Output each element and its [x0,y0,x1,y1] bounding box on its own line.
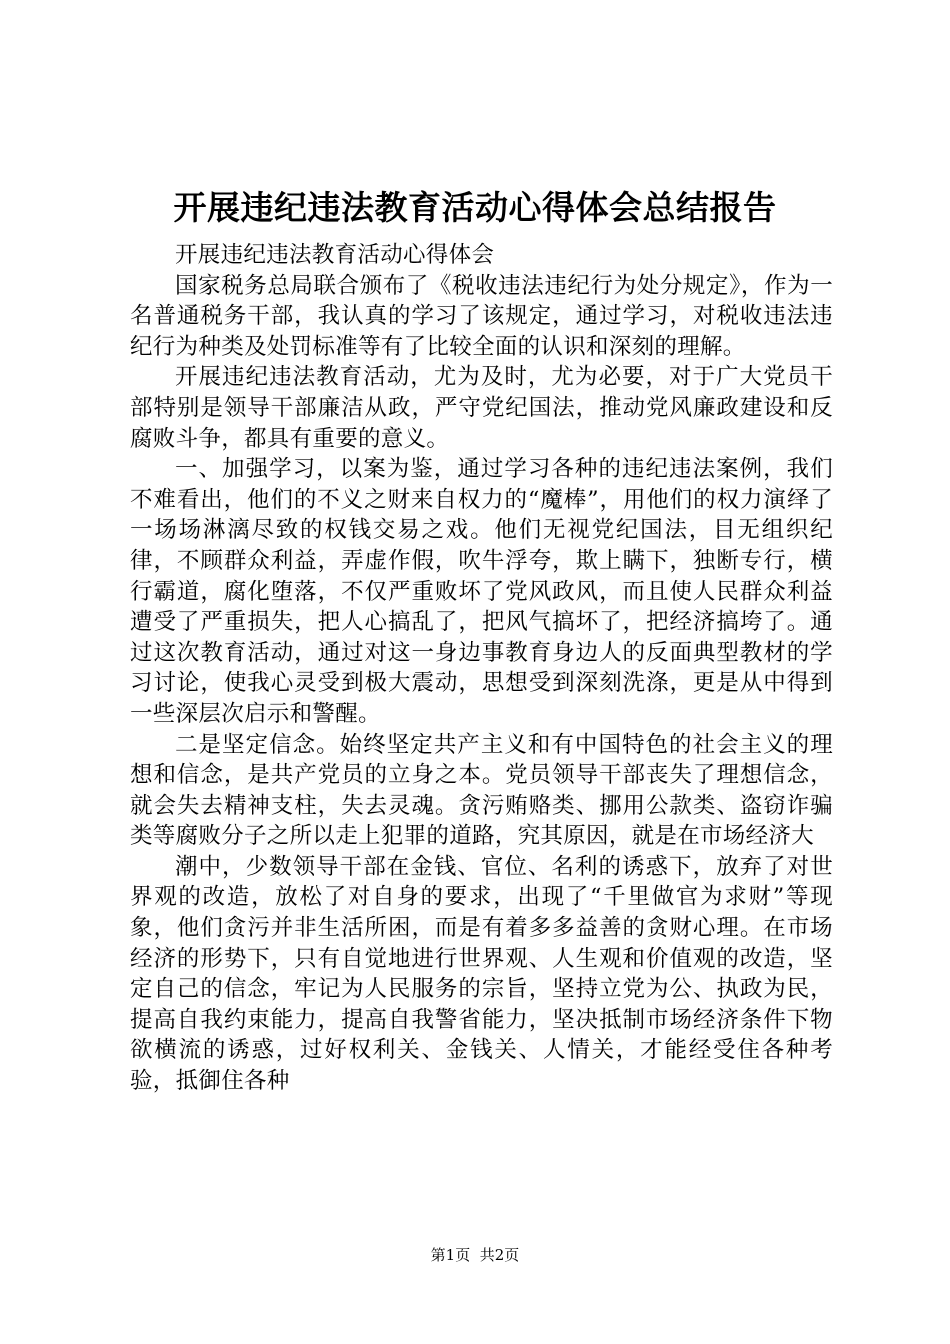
paragraph-4: 二是坚定信念。始终坚定共产主义和有中国特色的社会主义的理想和信念，是共产党员的立身之本。党员领导干部丧失了理想信念，就会失去精神支柱，失去灵魂。贪污贿赂类、挪用公款类、盗窃诈骗类等腐败分子之所以走上犯罪的道路，究其原因，就是在市场经济大 [130,731,833,850]
document-subtitle: 开展违纪违法教育活动心得体会 [175,242,495,268]
page-total: 共2页 [479,1246,520,1264]
document-body [130,240,833,1097]
paragraph-3: 一、加强学习，以案为鉴，通过学习各种的违纪违法案例，我们不难看出，他们的不义之财来自权力的“魔棒”，用他们的权力演绎了一场场淋漓尽致的权钱交易之戏。他们无视党纪国法，目无组织纪律，不顾群众利益，弄虚作假，吹牛浮夸，欺上瞒下，独断专行，横行霸道，腐化堕落，不仅严重败坏了党风政风，而且使人民群众利益遭受了严重损失，把人心搞乱了，把风气搞坏了，把经济搞垮了。通过这次教育活动，通过对这一身边事教育身边人的反面典型教材的学习讨论，使我心灵受到极大震动，思想受到深刻洗涤，更是从中得到一些深层次启示和警醒。 [130,456,833,727]
paragraph-5: 潮中，少数领导干部在金钱、官位、名利的诱惑下，放弃了对世界观的改造，放松了对自身的要求，出现了“千里做官为求财”等现象，他们贪污并非生活所困，而是有着多多益善的贪财心理。在市场经济的形势下，只有自觉地进行世界观、人生观和价值观的改造，坚定自己的信念，牢记为人民服务的宗旨，坚持立党为公、执政为民，提高自我约束能力，提高自我警省能力，坚决抵制市场经济条件下物欲横流的诱惑，过好权利关、金钱关、人情关，才能经受住各种考验，抵御住各种 [130,853,833,1095]
paragraph-2: 开展违纪违法教育活动，尤为及时，尤为必要，对于广大党员干部特别是领导干部廉洁从政，严守党纪国法，推动党风廉政建设和反腐败斗争，都具有重要的意义。 [130,364,833,452]
paragraph-1: 国家税务总局联合颁布了《税收违法违纪行为处分规定》，作为一名普通税务干部，我认真的学习了该规定，通过学习，对税收违法违纪行为种类及处罚标准等有了比较全面的认识和深刻的理解。 [130,272,833,360]
page-number: 第1页 [430,1246,471,1264]
document-title: 开展违纪违法教育活动心得体会总结报告 [173,188,777,227]
page-footer [0,1245,950,1265]
